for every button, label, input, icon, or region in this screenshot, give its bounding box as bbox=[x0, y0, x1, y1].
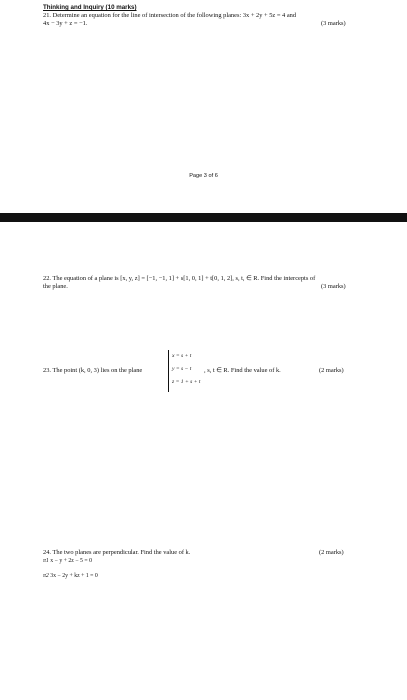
plane-2 bbox=[43, 573, 98, 579]
page-3 bbox=[0, 0, 407, 213]
page-4 bbox=[0, 222, 407, 700]
page-number: Page 3 of 6 bbox=[189, 173, 218, 179]
question-22-marks: (3 marks) bbox=[321, 283, 346, 290]
question-22-line-1: 22. The equation of a plane is [x, y, z] = [−1, −1, 1] + s[1, 0, 1] + t[0, 1, 2], s, t, ∈ R. Find the intercepts of bbox=[43, 275, 316, 282]
question-23-prefix: 23. The point (k, 0, 3) lies on the plane bbox=[43, 367, 143, 374]
system-equation-x: x = s + t bbox=[172, 353, 192, 359]
question-21-marks: (3 marks) bbox=[321, 20, 346, 27]
question-24-marks: (2 marks) bbox=[319, 549, 344, 556]
system-equation-z: z = 1 + s + t bbox=[172, 379, 201, 385]
question-24-text: 24. The two planes are perpendicular. Find the value of k. bbox=[43, 549, 191, 556]
question-21-line-1: 21. Determine an equation for the line of intersection of the following planes: 3x + 2y + 5z = 4 and bbox=[43, 12, 297, 19]
section-heading: Thinking and Inquiry (10 marks) bbox=[43, 4, 137, 11]
question-22-line-2: the plane. bbox=[43, 283, 68, 290]
plane-1 bbox=[43, 558, 92, 564]
plane-2-equation: 3x − 2y + kz + 1 = 0 bbox=[50, 573, 98, 579]
page-divider bbox=[0, 213, 407, 222]
plane-2-label: π2 bbox=[43, 573, 49, 579]
plane-1-equation: x − y + 2z − 5 = 0 bbox=[50, 558, 93, 564]
question-23-marks: (2 marks) bbox=[319, 367, 344, 374]
question-23-suffix: , s, t ∈ R. Find the value of k. bbox=[204, 367, 281, 374]
system-equation-y: y = s − t bbox=[172, 366, 192, 372]
question-21-line-2: 4x − 3y + z = −1. bbox=[43, 20, 88, 27]
parametric-system bbox=[168, 350, 200, 392]
plane-1-label: π1 bbox=[43, 558, 49, 564]
